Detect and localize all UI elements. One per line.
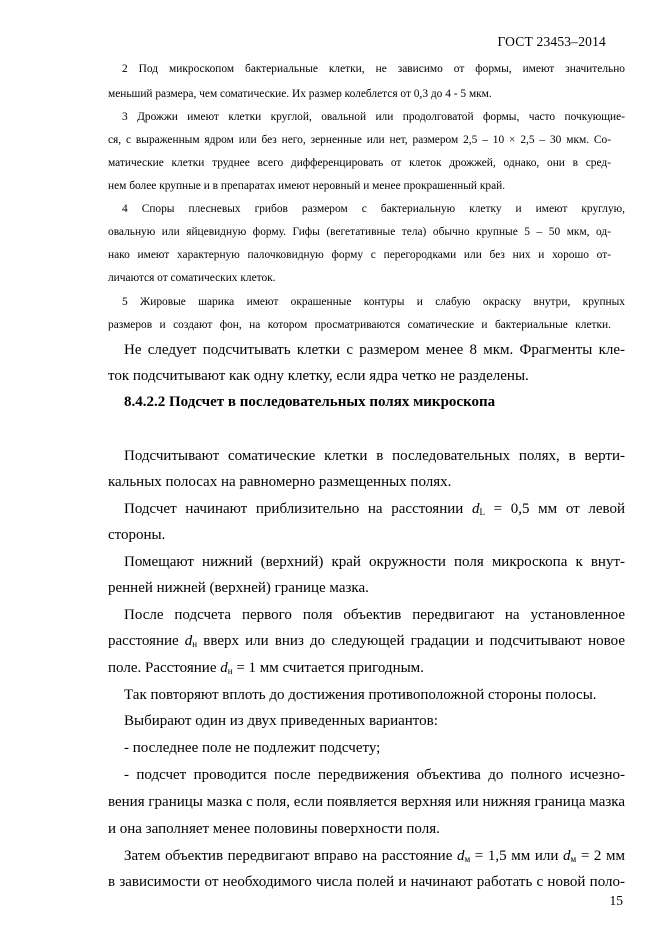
paragraph-2-line-1: Подсчитывают соматические клетки в последовательных полях, в верти-	[124, 448, 625, 464]
section-heading: 8.4.2.2 Подсчет в последовательных полях микроскопа	[124, 394, 496, 410]
paragraph-2-line-2: кальных полосах на равномерно размещенных полях.	[108, 474, 452, 490]
list-item-2-line-2: вения границы мазка с поля, если появляется верхняя или нижняя граница мазка	[108, 794, 625, 810]
paragraph-5-line-2: расстояние $d_н$ вверх или вниз до следующей градации и подсчитывают новое	[108, 633, 625, 649]
list-item-2-line-1: - подсчет проводится после передвижения объектива до полного исчезно-	[124, 767, 625, 783]
document-code: ГОСТ 23453–2014	[497, 34, 606, 49]
note-2-line-2: меньший размера, чем соматические. Их размер колеблется от 0,3 до 4 - 5 мкм.	[108, 88, 492, 100]
paragraph-10-line-2: в зависимости от необходимого числа полей и начинают работать с новой поло-	[108, 874, 625, 890]
note-2-line-1: 2 Под микроскопом бактериальные клетки, не зависимо от формы, имеют значительно	[122, 63, 625, 75]
paragraph-6: Так повторяют вплоть до достижения противоположной стороны полосы.	[124, 687, 597, 703]
note-5-line-2: размеров и создают фон, на котором просматриваются соматические и бактериальные клетки.	[108, 319, 611, 331]
paragraph-4-line-1: Помещают нижний (верхний) край окружности поля микроскопа к внут-	[124, 554, 625, 570]
paragraph-5-line-1: После подсчета первого поля объектив передвигают на установленное	[124, 607, 625, 623]
paragraph-1-line-1: Не следует подсчитывать клетки с размером менее 8 мкм. Фрагменты кле-	[124, 342, 625, 358]
note-5-line-1: 5 Жировые шарика имеют окрашенные контуры и слабую окраску внутри, крупных	[122, 296, 625, 308]
list-item-1: - последнее поле не подлежит подсчету;	[124, 740, 381, 756]
paragraph-5-line-3: поле. Расстояние $d_н = 1$ мм считается пригодным.	[108, 660, 424, 676]
note-4-line-3: нако имеют характерную палочковидную форму с перегородками или без них и хорошо от-	[108, 249, 611, 261]
note-3-line-4: нем более крупные и в препаратах имеют неровный и менее прокрашенный край.	[108, 180, 506, 192]
note-3-line-2: ся, с выраженным ядром или без него, зерненные или нет, размером 2,5 – 10 × 2,5 – 30 мкм. Со-	[108, 134, 611, 146]
paragraph-4-line-2: ренней нижней (верхней) границе мазка.	[108, 580, 369, 596]
paragraph-1-line-2: ток подсчитывают как одну клетку, если ядра четко не разделены.	[108, 368, 529, 384]
note-3-line-1: 3 Дрожжи имеют клетки круглой, овальной или продолговатой формы, часто почкующие-	[122, 111, 625, 123]
list-item-2-line-3: и она заполняет менее половины поверхности поля.	[108, 821, 440, 837]
paragraph-3-line-2: стороны.	[108, 527, 166, 543]
paragraph-7: Выбирают один из двух приведенных вариантов:	[124, 713, 438, 729]
paragraph-3-line-1: Подсчет начинают приблизительно на расстоянии $d_L = 0,5$ мм от левой	[124, 501, 625, 517]
paragraph-10-line-1: Затем объектив передвигают вправо на расстояние $d_м = 1,5$ мм или $d_м = 2$ мм	[124, 848, 625, 864]
page-number: 15	[609, 893, 623, 908]
note-4-line-1: 4 Споры плесневых грибов размером с бактериальную клетку и имеют круглую,	[122, 203, 625, 215]
note-4-line-4: личаются от соматических клеток.	[108, 272, 276, 284]
note-3-line-3: матические клетки труднее всего дифференцировать от клеток дрожжей, однако, они в сред-	[108, 157, 611, 169]
note-4-line-2: овальную или яйцевидную форму. Гифы (вегетативные тела) обычно крупные 5 – 50 мкм, од-	[108, 226, 611, 238]
